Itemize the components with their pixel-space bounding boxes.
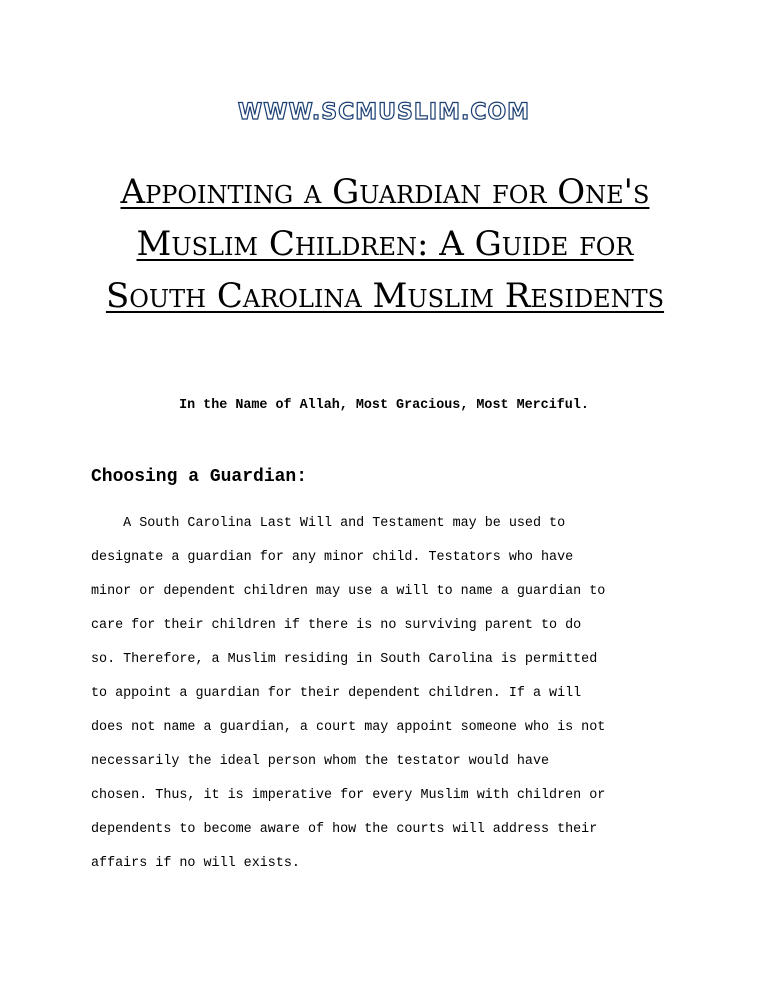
site-url-wordart: WWW.SCMUSLIM.COM [237, 100, 531, 125]
paragraph-line: affairs if no will exists. [91, 856, 300, 871]
paragraph-line: to appoint a guardian for their dependent children. If a will [91, 686, 582, 701]
paragraph-line: chosen. Thus, it is imperative for every Muslim with children or [91, 788, 606, 803]
paragraph-line: A South Carolina Last Will and Testament may be used to [91, 516, 566, 531]
paragraph-line: minor or dependent children may use a will to name a guardian to [91, 584, 606, 599]
section-heading: Choosing a Guardian: [91, 467, 308, 487]
paragraph-line: designate a guardian for any minor child. Testators who have [91, 550, 574, 565]
paragraph-line: so. Therefore, a Muslim residing in South Carolina is permitted [91, 652, 598, 667]
body-paragraph [91, 507, 677, 881]
paragraph-line: does not name a guardian, a court may appoint someone who is not [91, 720, 606, 735]
bismillah-line: In the Name of Allah, Most Gracious, Most Merciful. [179, 398, 589, 413]
paragraph-line: dependents to become aware of how the courts will address their [91, 822, 598, 837]
paragraph-line: necessarily the ideal person whom the testator would have [91, 754, 550, 769]
paragraph-line: care for their children if there is no surviving parent to do [91, 618, 582, 633]
page-title: Appointing a Guardian for One's Muslim Children: A Guide for South Carolina Muslim Residents [105, 172, 665, 316]
